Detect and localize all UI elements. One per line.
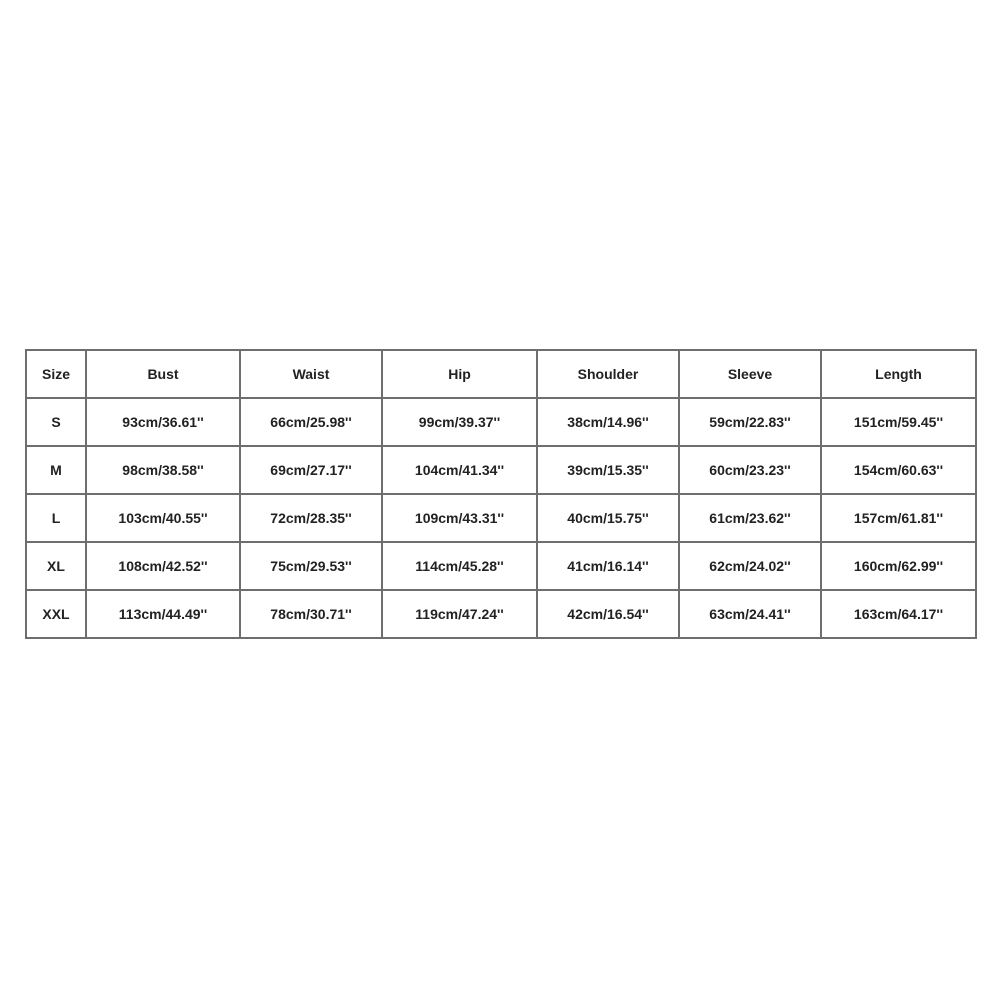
table-cell-hip: 114cm/45.28'' <box>382 542 537 590</box>
table-cell-length: 157cm/61.81'' <box>821 494 976 542</box>
table-cell-length: 151cm/59.45'' <box>821 398 976 446</box>
table-cell-shoulder: 42cm/16.54'' <box>537 590 679 638</box>
table-cell-shoulder: 39cm/15.35'' <box>537 446 679 494</box>
table-cell-waist: 66cm/25.98'' <box>240 398 382 446</box>
table-cell-size: XL <box>26 542 86 590</box>
header-cell-bust: Bust <box>86 350 240 398</box>
table-cell-hip: 109cm/43.31'' <box>382 494 537 542</box>
table-body <box>26 398 976 638</box>
table-cell-length: 163cm/64.17'' <box>821 590 976 638</box>
table-cell-bust: 113cm/44.49'' <box>86 590 240 638</box>
table-row <box>26 494 976 542</box>
table-row <box>26 398 976 446</box>
table-header <box>26 350 976 398</box>
table-cell-sleeve: 62cm/24.02'' <box>679 542 821 590</box>
header-row <box>26 350 976 398</box>
table-row <box>26 590 976 638</box>
table-row <box>26 446 976 494</box>
table-cell-shoulder: 41cm/16.14'' <box>537 542 679 590</box>
table-cell-hip: 119cm/47.24'' <box>382 590 537 638</box>
table-cell-shoulder: 38cm/14.96'' <box>537 398 679 446</box>
table-cell-sleeve: 61cm/23.62'' <box>679 494 821 542</box>
header-cell-waist: Waist <box>240 350 382 398</box>
header-cell-shoulder: Shoulder <box>537 350 679 398</box>
table-cell-waist: 72cm/28.35'' <box>240 494 382 542</box>
table-cell-bust: 98cm/38.58'' <box>86 446 240 494</box>
table-cell-size: S <box>26 398 86 446</box>
table-cell-sleeve: 63cm/24.41'' <box>679 590 821 638</box>
table-cell-size: L <box>26 494 86 542</box>
table-cell-hip: 99cm/39.37'' <box>382 398 537 446</box>
header-cell-hip: Hip <box>382 350 537 398</box>
table-cell-waist: 78cm/30.71'' <box>240 590 382 638</box>
table-row <box>26 542 976 590</box>
header-cell-sleeve: Sleeve <box>679 350 821 398</box>
table-cell-waist: 75cm/29.53'' <box>240 542 382 590</box>
table-cell-sleeve: 59cm/22.83'' <box>679 398 821 446</box>
table-cell-bust: 93cm/36.61'' <box>86 398 240 446</box>
table-cell-size: XXL <box>26 590 86 638</box>
table-cell-length: 160cm/62.99'' <box>821 542 976 590</box>
size-chart-table <box>25 349 977 639</box>
header-cell-size: Size <box>26 350 86 398</box>
table-cell-size: M <box>26 446 86 494</box>
table-cell-bust: 108cm/42.52'' <box>86 542 240 590</box>
header-cell-length: Length <box>821 350 976 398</box>
table-cell-length: 154cm/60.63'' <box>821 446 976 494</box>
table-cell-bust: 103cm/40.55'' <box>86 494 240 542</box>
table-cell-hip: 104cm/41.34'' <box>382 446 537 494</box>
table-cell-waist: 69cm/27.17'' <box>240 446 382 494</box>
table-cell-sleeve: 60cm/23.23'' <box>679 446 821 494</box>
table-cell-shoulder: 40cm/15.75'' <box>537 494 679 542</box>
